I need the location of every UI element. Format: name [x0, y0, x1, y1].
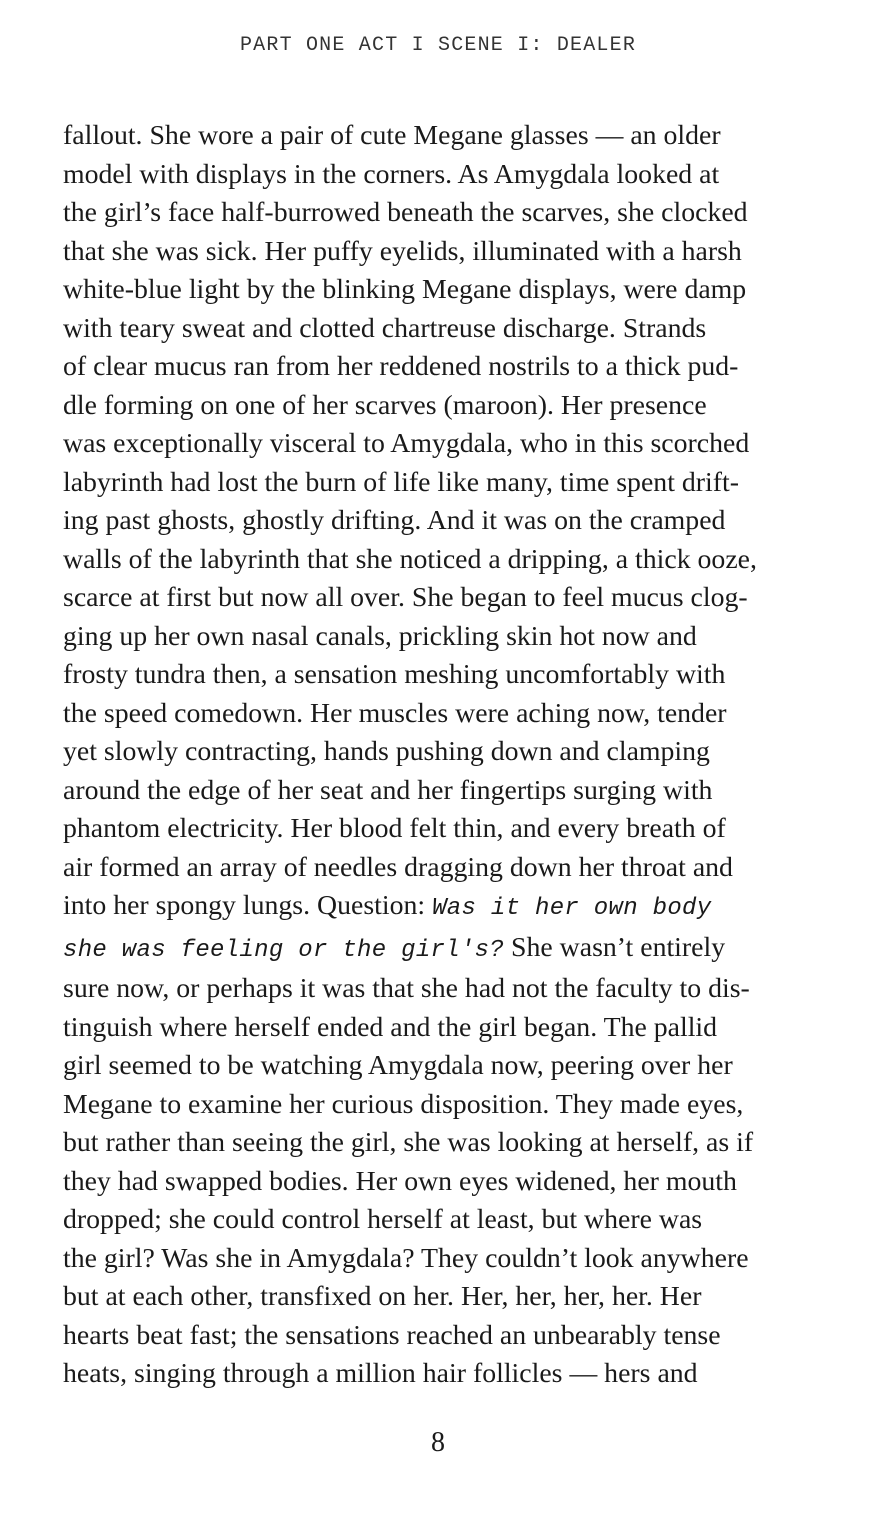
text-line: was exceptionally visceral to Amygdala, who in this scorched [63, 428, 750, 459]
text-line: dropped; she could control herself at least, but where was [63, 1204, 703, 1235]
text-line: air formed an array of needles dragging down her throat and [63, 851, 733, 883]
text-line: frosty tundra then, a sensation meshing uncomfortably with [63, 659, 726, 690]
inner-thought-text: Was it her own body [432, 895, 712, 922]
text-line: but at each other, transfixed on her. Her, her, her, her. Her [63, 1281, 702, 1312]
text-line: white-blue light by the blinking Megane displays, were damp [63, 274, 747, 305]
text-line: with teary sweat and clotted chartreuse discharge. Strands [63, 312, 707, 344]
text-line: tinguish where herself ended and the girl began. The pallid [63, 1011, 718, 1043]
text-line: hearts beat fast; the sensations reached an unbearably tense [63, 1319, 721, 1351]
inner-thought-line [63, 929, 835, 971]
running-header: PART ONE ACT I SCENE I: DEALER [239, 34, 637, 57]
text-line: the girl’s face half-burrowed beneath the scarves, she clocked [63, 197, 748, 228]
inner-thought-tail-text: She wasn’t entirely [504, 931, 726, 963]
text-line: Megane to examine her curious disposition. They made eyes, [63, 1088, 744, 1120]
text-line: dle forming on one of her scarves (maroon). Her presence [63, 389, 707, 421]
body-paragraph [63, 117, 835, 1394]
text-line: heats, singing through a million hair follicles — hers and [63, 1358, 698, 1389]
text-line: sure now, or perhaps it was that she had not the faculty to dis- [63, 973, 750, 1004]
inner-thought-text: she was feeling or the girl's? [63, 936, 505, 964]
text-line: ing past ghosts, ghostly drifting. And it was on the cramped [63, 505, 726, 536]
text-line: walls of the labyrinth that she noticed a dripping, a thick ooze, [63, 543, 757, 575]
text-line: scarce at first but now all over. She began to feel mucus clog- [63, 582, 748, 613]
text-line: around the edge of her seat and her fingertips surging with [63, 774, 713, 806]
text-line: ging up her own nasal canals, prickling skin hot now and [63, 620, 697, 652]
page-number: 8 [431, 1427, 445, 1458]
text-line: the speed comedown. Her muscles were aching now, tender [63, 697, 727, 729]
question-line [63, 887, 835, 929]
text-line: they had swapped bodies. Her own eyes widened, her mouth [63, 1165, 737, 1197]
text-line: that she was sick. Her puffy eyelids, illuminated with a harsh [63, 235, 742, 267]
question-lead-text: into her spongy lungs. Question: [63, 890, 433, 921]
text-line: labyrinth had lost the burn of life like many, time spent drift- [63, 466, 739, 498]
text-line: phantom electricity. Her blood felt thin, and every breath of [63, 813, 726, 844]
text-line: girl seemed to be watching Amygdala now, peering over her [63, 1050, 733, 1081]
text-line: model with displays in the corners. As Amygdala looked at [63, 158, 720, 190]
text-line: the girl? Was she in Amygdala? They couldn’t look anywhere [63, 1242, 749, 1274]
text-line: fallout. She wore a pair of cute Megane glasses — an older [63, 120, 721, 151]
text-line: yet slowly contracting, hands pushing down and clamping [63, 736, 710, 767]
text-line: but rather than seeing the girl, she was looking at herself, as if [63, 1127, 754, 1158]
text-line: of clear mucus ran from her reddened nostrils to a thick pud- [63, 351, 739, 382]
